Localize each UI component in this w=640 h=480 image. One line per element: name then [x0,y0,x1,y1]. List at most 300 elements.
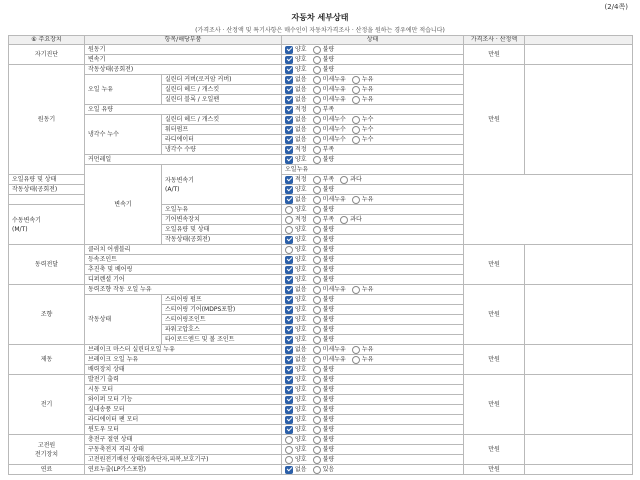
major-category: 제동 [9,345,85,375]
unchecked-circle-icon[interactable] [285,456,293,464]
unchecked-circle-icon[interactable] [313,336,321,344]
unchecked-circle-icon[interactable] [313,466,321,474]
page-title: 자동차 세부상태 [291,13,349,22]
status-option[interactable] [285,285,307,294]
status-option-label: 누수 [361,126,374,133]
status-option-label: 양호 [295,306,307,313]
status-option[interactable] [313,335,335,344]
status-option[interactable] [352,115,374,124]
checked-checkbox-icon[interactable] [285,286,293,294]
notes-cell[interactable] [525,375,633,435]
unchecked-circle-icon[interactable] [313,416,321,424]
status-option-label: 미세누유 [322,196,346,203]
status-option[interactable] [285,455,307,464]
unchecked-circle-icon[interactable] [313,366,321,374]
unchecked-circle-icon[interactable] [313,346,321,354]
status-option-label: 적정 [295,106,307,113]
item: 디퍼렌셜 기어 [85,275,282,285]
sub-item: 라디에이터 [162,135,282,145]
status-option[interactable] [285,355,307,364]
price-cell[interactable]: 만원 [464,285,525,345]
status-option[interactable] [285,85,307,94]
status-option[interactable] [313,105,335,114]
status-option[interactable] [313,205,335,214]
notes-cell[interactable] [525,465,633,475]
unchecked-circle-icon[interactable] [313,156,321,164]
unchecked-circle-icon[interactable] [313,406,321,414]
checked-checkbox-icon[interactable] [285,46,293,54]
unchecked-circle-icon[interactable] [313,456,321,464]
status-option[interactable] [285,65,307,74]
status-option[interactable] [313,215,335,224]
status-option-label: 없음 [295,356,307,363]
checked-checkbox-icon[interactable] [285,96,293,104]
checked-checkbox-icon[interactable] [285,306,293,314]
status-option[interactable] [285,335,307,344]
status-option[interactable] [313,455,335,464]
status-option[interactable] [313,65,335,74]
status-option-label: 양호 [295,156,307,163]
status-option[interactable] [352,85,374,94]
status-option-label: 불량 [322,426,335,433]
status-option[interactable] [313,465,335,474]
status-option[interactable] [285,155,307,164]
unchecked-circle-icon[interactable] [352,116,360,124]
item: 고전원전기배선 상태(접속단자,피복,보호기구) [85,455,282,465]
status-option-label: 부족 [322,106,335,113]
unchecked-circle-icon[interactable] [313,206,321,214]
item: 연료누출(LP가스포함) [85,465,282,475]
unchecked-circle-icon[interactable] [313,176,321,184]
status-option[interactable] [313,45,335,54]
checked-checkbox-icon[interactable] [285,56,293,64]
unchecked-circle-icon[interactable] [313,126,321,134]
status-option[interactable] [313,255,335,264]
header-major: ⑥ 주요장치 [9,36,85,45]
status-option[interactable] [313,55,335,64]
unchecked-circle-icon[interactable] [313,146,321,154]
checked-checkbox-icon[interactable] [285,376,293,384]
status-option-label: 양호 [295,376,307,383]
status-option[interactable] [285,375,307,384]
status-option-label: 미세누수 [322,126,346,133]
table-body [9,45,633,475]
unchecked-circle-icon[interactable] [313,356,321,364]
major-category: 고전원 전기장치 [9,435,85,465]
status-option[interactable] [313,355,346,364]
header-notes [525,36,633,45]
status-option[interactable] [313,125,346,134]
unchecked-circle-icon[interactable] [285,206,293,214]
status-option[interactable] [313,135,346,144]
checked-checkbox-icon[interactable] [285,296,293,304]
status-option[interactable] [313,225,335,234]
unchecked-circle-icon[interactable] [352,96,360,104]
checked-checkbox-icon[interactable] [285,416,293,424]
status-option[interactable] [285,295,307,304]
status-cell [282,445,464,455]
checked-checkbox-icon[interactable] [285,276,293,284]
status-option[interactable] [285,175,307,184]
unchecked-circle-icon[interactable] [285,216,293,224]
status-option-label: 적정 [295,146,307,153]
status-option[interactable] [340,215,362,224]
status-option[interactable] [285,215,307,224]
status-option[interactable] [285,245,307,254]
status-option-label: 불량 [322,406,335,413]
status-option-label: 양호 [295,446,307,453]
unchecked-circle-icon[interactable] [352,356,360,364]
status-option-label: 불량 [322,376,335,383]
status-cell [282,95,464,105]
status-option[interactable] [285,465,307,474]
unchecked-circle-icon[interactable] [352,196,360,204]
checked-checkbox-icon[interactable] [285,356,293,364]
status-option[interactable] [313,315,335,324]
status-option[interactable] [313,305,335,314]
status-option[interactable] [313,445,335,454]
checked-checkbox-icon[interactable] [285,196,293,204]
unchecked-circle-icon[interactable] [313,236,321,244]
status-option[interactable] [285,75,307,84]
unchecked-circle-icon[interactable] [313,246,321,254]
sub-item: 타이로드엔드 및 볼 조인트 [162,335,282,345]
unchecked-circle-icon[interactable] [313,216,321,224]
notes-cell[interactable] [525,345,633,375]
status-option[interactable] [285,45,307,54]
unchecked-circle-icon[interactable] [313,446,321,454]
checked-checkbox-icon[interactable] [285,146,293,154]
checked-checkbox-icon[interactable] [285,406,293,414]
status-cell [282,465,464,475]
unchecked-circle-icon[interactable] [313,106,321,114]
checked-checkbox-icon[interactable] [285,86,293,94]
status-option[interactable] [285,315,307,324]
notes-cell[interactable] [525,285,633,345]
status-option[interactable] [285,265,307,274]
unchecked-circle-icon[interactable] [313,306,321,314]
major-category: 연료 [9,465,85,475]
item: 수동변속기 (M/T) [9,205,85,245]
checked-checkbox-icon[interactable] [285,266,293,274]
status-option[interactable] [352,355,374,364]
unchecked-circle-icon[interactable] [313,46,321,54]
status-option[interactable] [352,125,374,134]
item: 작동상태(공회전) [85,65,282,75]
status-cell [282,295,464,305]
unchecked-circle-icon[interactable] [313,76,321,84]
item: 구동축전지 격리 상태 [85,445,282,455]
price-cell[interactable]: 만원 [464,345,525,375]
price-cell[interactable]: 만원 [464,245,525,285]
checked-checkbox-icon[interactable] [285,66,293,74]
unchecked-circle-icon[interactable] [313,286,321,294]
status-option-label: 불량 [322,276,335,283]
status-option[interactable] [285,185,307,194]
table-row [9,465,633,475]
status-option[interactable] [313,75,346,84]
sub-item: 파워고압호스 [162,325,282,335]
status-option[interactable] [313,345,346,354]
unchecked-circle-icon[interactable] [340,176,348,184]
sub-item: 실린더 헤드 / 개스킷 [162,115,282,125]
unchecked-circle-icon[interactable] [285,446,293,454]
status-option[interactable] [285,395,307,404]
unchecked-circle-icon[interactable] [313,96,321,104]
checked-checkbox-icon[interactable] [285,386,293,394]
status-option[interactable] [285,115,307,124]
checked-checkbox-icon[interactable] [285,336,293,344]
status-option[interactable] [285,225,307,234]
status-option[interactable] [313,235,335,244]
checked-checkbox-icon[interactable] [285,236,293,244]
status-cell [282,455,464,465]
status-option[interactable] [285,345,307,354]
status-option-label: 과다 [350,176,362,183]
status-option[interactable] [313,115,346,124]
status-option[interactable] [285,415,307,424]
status-option[interactable] [352,75,374,84]
checked-checkbox-icon[interactable] [285,186,293,194]
status-option[interactable] [313,365,335,374]
status-option[interactable] [352,345,374,354]
status-option-label: 과다 [350,216,362,223]
status-option-label: 미세누유 [322,96,346,103]
checked-checkbox-icon[interactable] [285,136,293,144]
status-option[interactable] [285,445,307,454]
status-option[interactable] [313,185,335,194]
unchecked-circle-icon[interactable] [340,216,348,224]
status-option[interactable] [313,385,335,394]
unchecked-circle-icon[interactable] [352,126,360,134]
notes-cell[interactable] [525,245,633,285]
checked-checkbox-icon[interactable] [285,106,293,114]
item: 추진축 및 베어링 [85,265,282,275]
item: 오일 누유 [85,75,162,105]
status-option-label: 누유 [361,76,374,83]
major-category: 변속기 [85,165,162,245]
sub-item: 실린더 헤드 / 개스킷 [162,85,282,95]
status-option[interactable] [313,155,335,164]
status-option[interactable] [285,105,307,114]
unchecked-circle-icon[interactable] [352,286,360,294]
status-option[interactable] [313,295,335,304]
unchecked-circle-icon[interactable] [313,66,321,74]
unchecked-circle-icon[interactable] [313,116,321,124]
status-option[interactable] [352,95,374,104]
status-option[interactable] [285,205,307,214]
status-option[interactable] [340,175,362,184]
status-option[interactable] [313,245,335,254]
unchecked-circle-icon[interactable] [313,296,321,304]
checked-checkbox-icon[interactable] [285,116,293,124]
sub-item: 오일누유 [282,165,464,175]
table-row [9,245,633,255]
status-option-label: 누유 [361,86,374,93]
status-cell [282,305,464,315]
price-cell[interactable]: 만원 [464,375,525,435]
item: 오일 유량 [85,105,282,115]
status-cell [282,405,464,415]
sub-item: 실린더 커버(로커암 커버) [162,75,282,85]
status-cell [282,285,464,295]
checked-checkbox-icon[interactable] [285,426,293,434]
price-cell[interactable]: 만원 [464,465,525,475]
status-option[interactable] [285,365,307,374]
status-option-label: 부족 [322,146,335,153]
status-option[interactable] [313,435,335,444]
status-option-label: 양호 [295,456,307,463]
unchecked-circle-icon[interactable] [313,426,321,434]
status-option[interactable] [352,135,374,144]
status-option[interactable] [313,195,346,204]
item: 라디에이터 팬 모터 [85,415,282,425]
notes-cell[interactable] [525,45,633,65]
checked-checkbox-icon[interactable] [285,466,293,474]
status-cell [282,65,464,75]
status-option[interactable] [313,85,346,94]
sub-item: 오일유량 및 상태 [162,225,282,235]
status-option[interactable] [352,195,374,204]
status-option[interactable] [313,175,335,184]
item: 시동 모터 [85,385,282,395]
checked-checkbox-icon[interactable] [285,76,293,84]
sub-item: 스티어링조인트 [162,315,282,325]
status-option-label: 양호 [295,386,307,393]
unchecked-circle-icon[interactable] [313,376,321,384]
status-option[interactable] [313,265,335,274]
unchecked-circle-icon[interactable] [285,226,293,234]
major-category: 원동기 [9,65,85,175]
status-option-label: 양호 [295,206,307,213]
unchecked-circle-icon[interactable] [313,226,321,234]
price-cell[interactable]: 만원 [464,65,525,175]
price-cell[interactable]: 만원 [464,435,525,465]
unchecked-circle-icon[interactable] [313,316,321,324]
status-cell [282,115,464,125]
status-option[interactable] [313,95,346,104]
checked-checkbox-icon[interactable] [285,316,293,324]
status-option[interactable] [285,435,307,444]
status-option-label: 양호 [295,56,307,63]
status-option[interactable] [285,235,307,244]
status-option[interactable] [285,325,307,334]
item: 발전기 출력 [85,375,282,385]
unchecked-circle-icon[interactable] [352,76,360,84]
unchecked-circle-icon[interactable] [285,246,293,254]
status-option-label: 없음 [295,96,307,103]
checked-checkbox-icon[interactable] [285,176,293,184]
sub-item: 스티어링 펌프 [162,295,282,305]
unchecked-circle-icon[interactable] [313,86,321,94]
unchecked-circle-icon[interactable] [313,386,321,394]
status-option[interactable] [285,305,307,314]
status-option[interactable] [313,145,335,154]
status-option[interactable] [313,325,335,334]
status-option[interactable] [285,135,307,144]
unchecked-circle-icon[interactable] [313,186,321,194]
price-cell[interactable]: 만원 [464,45,525,65]
unchecked-circle-icon[interactable] [313,56,321,64]
checked-checkbox-icon[interactable] [285,396,293,404]
item: 원동기 [85,45,282,55]
unchecked-circle-icon[interactable] [285,436,293,444]
checked-checkbox-icon[interactable] [285,326,293,334]
header-item: 항목/해당부품 [85,36,282,45]
sub-item: 워터펌프 [162,125,282,135]
status-option[interactable] [285,125,307,134]
status-option[interactable] [352,285,374,294]
status-option[interactable] [313,405,335,414]
status-option[interactable] [285,95,307,104]
status-option[interactable] [313,395,335,404]
unchecked-circle-icon[interactable] [313,256,321,264]
status-option-label: 있음 [322,466,335,473]
status-option[interactable] [313,415,335,424]
notes-cell[interactable] [525,65,633,175]
unchecked-circle-icon[interactable] [352,346,360,354]
status-option[interactable] [313,375,335,384]
status-option[interactable] [285,145,307,154]
status-option-label: 부족 [322,216,335,223]
checked-checkbox-icon[interactable] [285,156,293,164]
status-option[interactable] [313,275,335,284]
status-option[interactable] [285,195,307,204]
checked-checkbox-icon[interactable] [285,366,293,374]
notes-cell[interactable] [525,435,633,465]
status-option-label: 불량 [322,206,335,213]
status-option[interactable] [285,425,307,434]
status-option[interactable] [313,285,346,294]
status-option-label: 양호 [295,276,307,283]
unchecked-circle-icon[interactable] [313,136,321,144]
unchecked-circle-icon[interactable] [313,196,321,204]
unchecked-circle-icon[interactable] [313,396,321,404]
unchecked-circle-icon[interactable] [313,436,321,444]
unchecked-circle-icon[interactable] [313,326,321,334]
status-cell [282,225,464,235]
status-option[interactable] [285,275,307,284]
status-option-label: 불량 [322,396,335,403]
status-option[interactable] [285,255,307,264]
status-option-label: 불량 [322,226,335,233]
status-option-label: 불량 [322,336,335,343]
unchecked-circle-icon[interactable] [352,136,360,144]
status-option-label: 불량 [322,446,335,453]
status-option[interactable] [285,405,307,414]
checked-checkbox-icon[interactable] [285,346,293,354]
sub-item: 기어변속장치 [162,215,282,225]
status-cell [282,435,464,445]
status-option-label: 미세누유 [322,346,346,353]
status-cell [282,375,464,385]
table-row [9,435,633,445]
status-option-label: 미세누유 [322,356,346,363]
status-option[interactable] [313,425,335,434]
status-option-label: 양호 [295,186,307,193]
unchecked-circle-icon[interactable] [313,266,321,274]
checked-checkbox-icon[interactable] [285,126,293,134]
unchecked-circle-icon[interactable] [352,86,360,94]
status-option-label: 양호 [295,66,307,73]
checked-checkbox-icon[interactable] [285,256,293,264]
table-row [9,345,633,355]
item: 와이퍼 모터 기능 [85,395,282,405]
status-option[interactable] [285,385,307,394]
status-option[interactable] [285,55,307,64]
unchecked-circle-icon[interactable] [313,276,321,284]
status-cell [282,335,464,345]
